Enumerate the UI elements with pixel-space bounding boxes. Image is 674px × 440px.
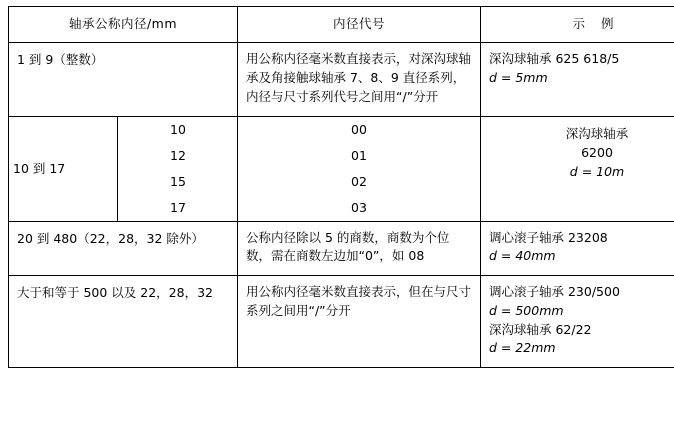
subtable-row — [238, 195, 480, 221]
table-row — [9, 116, 674, 221]
table-row — [9, 221, 674, 276]
example-line: 深沟球轴承 — [565, 125, 629, 141]
code-value: 00 — [351, 121, 367, 137]
header-bore-code: 内径代号 — [238, 7, 481, 43]
subtable-row — [238, 169, 480, 195]
code-value: 03 — [351, 199, 367, 215]
example-10to17 — [481, 116, 674, 221]
bore-range-ge500: 大于和等于 500 以及 22，28，32 — [9, 276, 238, 368]
example-1to9 — [481, 43, 674, 116]
bore-code-ge500: 用公称内径毫米数直接表示，但在与尺寸系列之间用“/”分开 — [238, 276, 481, 368]
example-line: d = 22mm — [489, 340, 556, 356]
example-line: d = 10m — [569, 164, 625, 180]
bore-value: 12 — [170, 147, 186, 163]
bore-subtable — [9, 117, 237, 221]
example-line: 调心滚子轴承 23208 — [489, 229, 608, 245]
bore-range-1to9: 1 到 9（整数） — [9, 43, 238, 116]
code-value: 02 — [351, 173, 367, 189]
bore-value: 17 — [170, 199, 186, 215]
subtable-row — [238, 117, 480, 143]
table-row — [9, 43, 674, 116]
example-line: 深沟球轴承 62/22 — [489, 321, 592, 337]
example-line: 6200 — [581, 145, 613, 160]
bore-code-1to9: 用公称内径毫米数直接表示，对深沟球轴承及角接触球轴承 7、8、9 直径系列，内径与尺寸系列代号之间用“/”分开 — [238, 43, 481, 116]
bore-code-10to17 — [238, 116, 481, 221]
bore-range-20to480: 20 到 480（22，28，32 除外） — [9, 221, 238, 276]
example-line: d = 500mm — [489, 302, 564, 318]
code-subtable — [238, 117, 480, 221]
bore-value: 10 — [170, 121, 186, 137]
example-line: 调心滚子轴承 230/500 — [489, 284, 620, 300]
header-bore-diameter: 轴承公称内径/mm — [9, 7, 238, 43]
example-20to480 — [481, 221, 674, 276]
example-line: d = 5mm — [489, 70, 548, 86]
code-value: 01 — [351, 147, 367, 163]
subtable-row — [9, 117, 237, 143]
example-ge500 — [481, 276, 674, 368]
bore-range-label: 10 到 17 — [13, 160, 66, 176]
example-line: d = 40mm — [489, 248, 556, 264]
subtable-row — [238, 143, 480, 169]
header-example: 示 例 — [481, 7, 674, 43]
example-line: 深沟球轴承 625 618/5 — [489, 51, 620, 67]
table-row — [9, 276, 674, 368]
table-header-row — [9, 7, 674, 43]
bore-range-10to17 — [9, 116, 238, 221]
bore-value: 15 — [170, 173, 186, 189]
bore-code-20to480: 公称内径除以 5 的商数，商数为个位数，需在商数左边加“0”，如 08 — [238, 221, 481, 276]
bearing-bore-code-table — [8, 6, 674, 368]
